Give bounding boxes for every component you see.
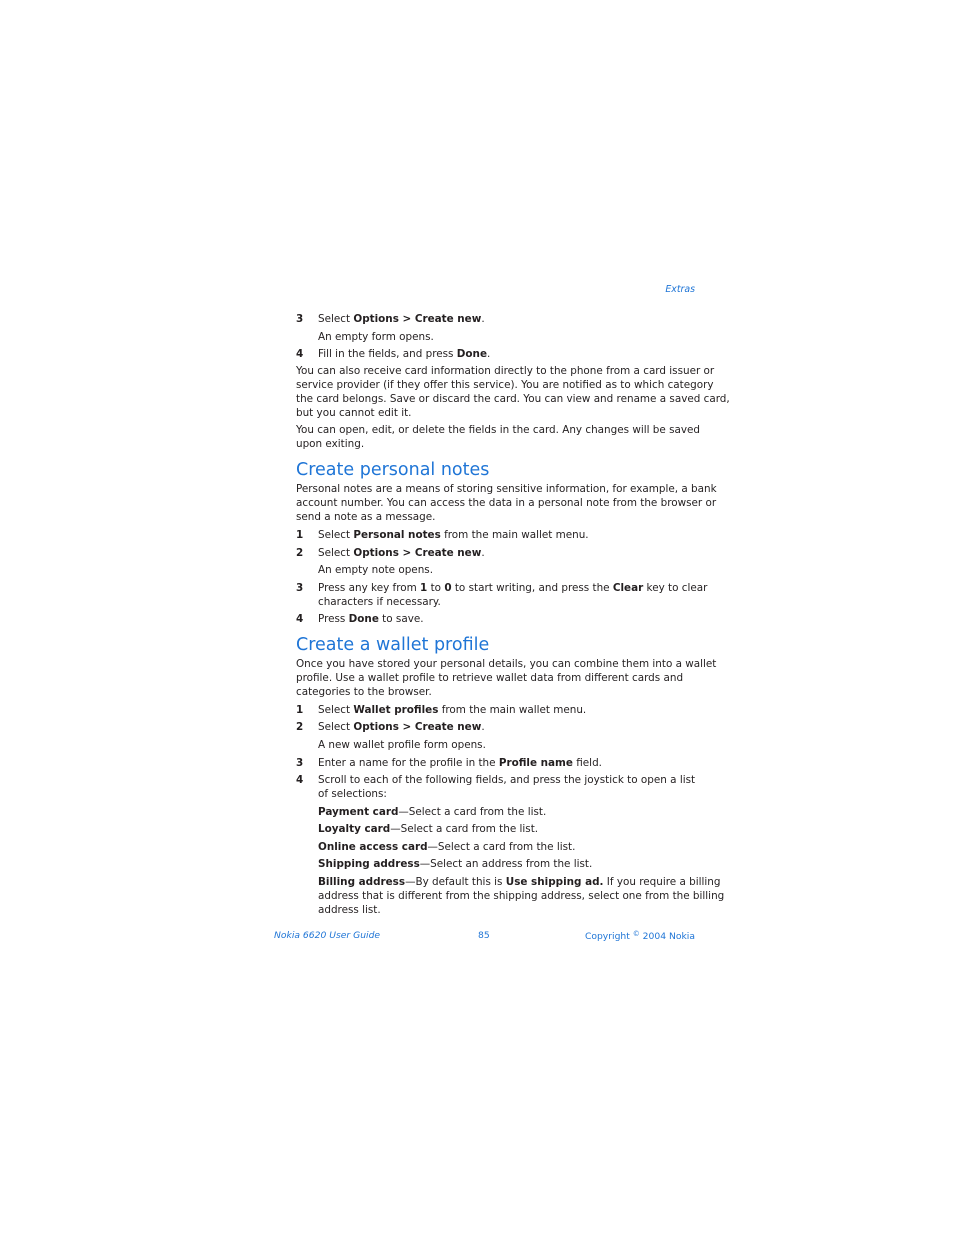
wallet-step-2-result: A new wallet profile form opens. xyxy=(318,739,486,751)
manual-page: Extras 3 Select Options > Create new. An empty form opens. 4 Fill in the fields, and press Done. You can also receive card information directly to the phone from a card issuer or service provider (if they offer this service). You are notified as to which category the card belongs. Save or discard the card. You can view and rename a saved card, but you cannot edit it. You can open, edit, or delete the fields in the card. Any changes will be saved upon exiting. Create personal notes Personal notes are a means of storing sensitive information, for example, a bank account number. You can access the data in a personal note from the browser or send a note as a message. 1 Select Personal notes from the main wallet menu. 2 Select Options > Create new. An empty note opens. 3 Press any key from 1 to 0 to start writing, and press the Clear key to clear characters if necessary. 4 Press Done to save. Create a wallet profile Once you have stored your personal details, you can combine them into a wallet profile. Use a wallet profile to retrieve wallet data from different cards and categories to the browser. 1 Select Wallet profiles from the main wallet menu. 2 Select Options > Create new. A new wallet profile form opens. 3 Enter a name for the profile in the Profile name field. 4 Scroll to each of the following fields, and press the joystick to open a list of selections: Payment card—Select a card from the list. Loyalty card—Select a card from the list. Online access card—Select a card from the list. Shipping address—Select an address from the list. Billing address—By default this is Use shipping ad. If you require a billing address that is different from the shipping address, select one from the billing address list. Nokia 6620 User Guide 85 Copyright © 2004 Nokia xyxy=(274,284,730,942)
field-payment-card: Payment card—Select a card from the list. xyxy=(318,806,547,818)
field-loyalty-card: Loyalty card—Select a card from the list. xyxy=(318,823,539,835)
notes-step-2-result: An empty note opens. xyxy=(318,564,433,576)
notes-description: Personal notes are a means of storing sensitive information, for example, a bank account number. You can access the data in a personal note from the browser or send a note as a message. xyxy=(296,483,717,523)
step-3-result: An empty form opens. xyxy=(318,331,434,343)
heading-create-personal-notes: Create personal notes xyxy=(296,460,490,480)
paragraph-edit-card: You can open, edit, or delete the fields in the card. Any changes will be saved upon exiting. xyxy=(296,424,701,450)
heading-create-wallet-profile: Create a wallet profile xyxy=(296,635,490,655)
wallet-description: Once you have stored your personal details, you can combine them into a wallet profile. Use a wallet profile to retrieve wallet data from different cards and categories to the browser. xyxy=(296,658,717,698)
footer-guide-title: Nokia 6620 User Guide xyxy=(274,930,381,941)
page-number: 85 xyxy=(478,930,490,941)
section-header: Extras xyxy=(665,284,695,295)
field-shipping-address: Shipping address—Select an address from the list. xyxy=(318,858,593,870)
footer-copyright: Copyright © 2004 Nokia xyxy=(584,930,695,942)
field-online-access-card: Online access card—Select a card from the list. xyxy=(318,841,576,853)
paragraph-receive-card: You can also receive card information directly to the phone from a card issuer or service provider (if they offer this service). You are notified as to which category the card belongs. Save or discard the card. You can view and rename a saved card, but you cannot edit it. xyxy=(296,365,730,419)
field-billing-address: Billing address—By default this is Use shipping ad. If you require a billing address that is different from the shipping address, select one from the billing address list. xyxy=(318,876,725,916)
